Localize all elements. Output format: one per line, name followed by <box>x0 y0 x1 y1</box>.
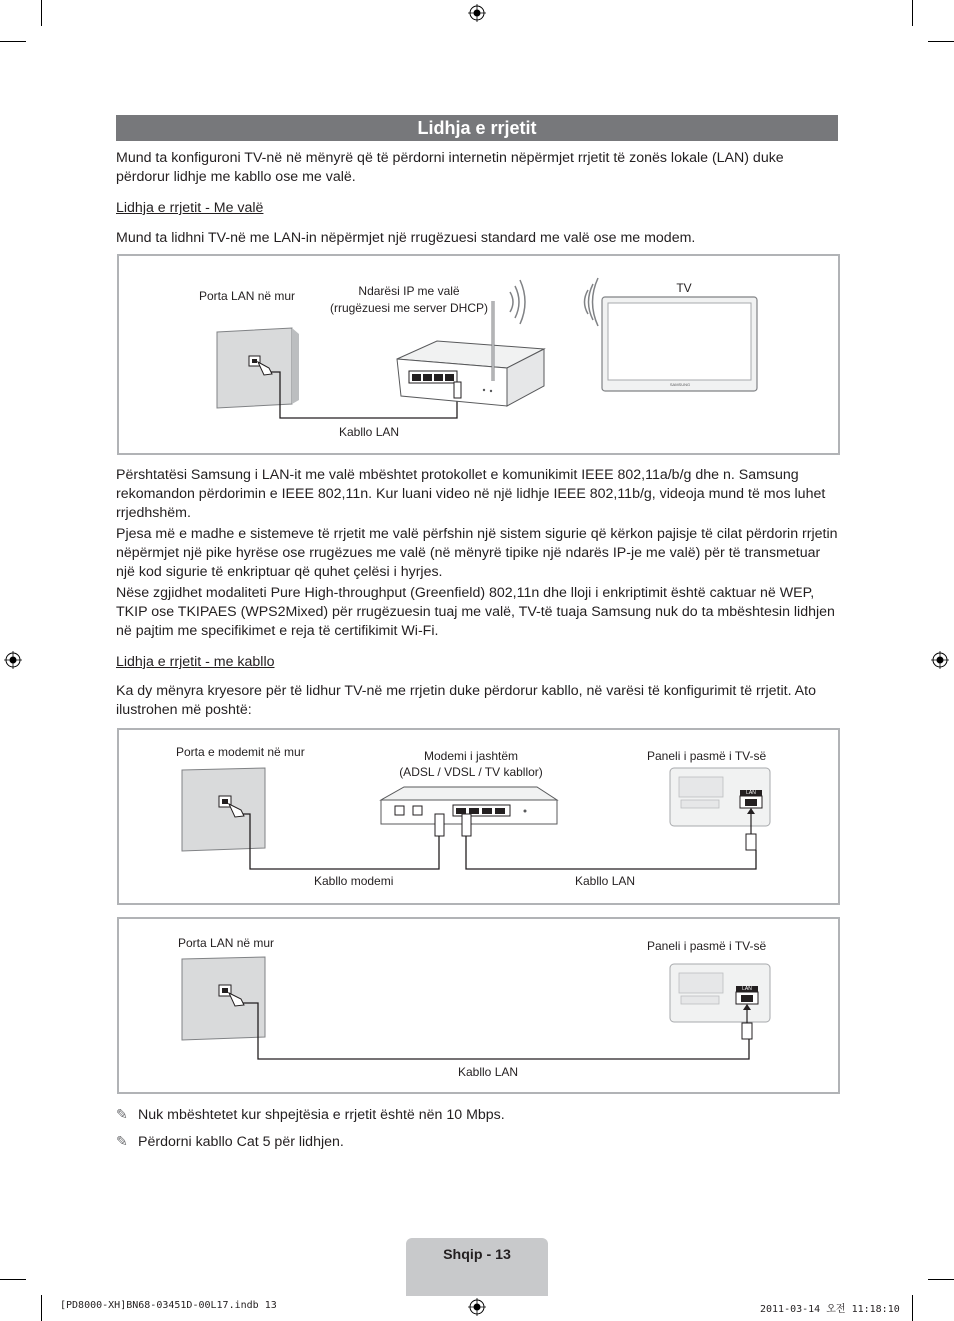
registration-mark-icon <box>4 651 22 669</box>
section-title: Lidhja e rrjetit <box>116 115 838 141</box>
page-number-tab: Shqip - 13 <box>406 1238 548 1296</box>
router-label-line1: Ndarësi IP me valë <box>358 284 460 298</box>
crop-mark <box>912 0 913 26</box>
crop-mark <box>0 41 26 42</box>
wireless-paragraph-3: Nëse zgjidhet modaliteti Pure High-throughput (Greenfield) 802,11n dhe lloji i enkriptimit është caktuar në WEP, TKIP ose TKIPAES (WPS2Mixed) për rrugëzuesin tuaj me valë, TV-të tuaja Samsung nuk do ta mbështesin lidhjen në pajtim me specifikimet e reja të certifikimit Wi-Fi. <box>116 585 835 639</box>
modem-label-line2: (ADSL / VDSL / TV kabllor) <box>399 765 543 779</box>
wired-modem-diagram <box>117 728 840 905</box>
registration-mark-icon <box>931 651 949 669</box>
lan-cable-label: Kabllo LAN <box>575 874 636 888</box>
intro-paragraph: Mund ta konfiguroni TV-në në mënyrë që të përdorni internetin nëpërmjet rrjetit të zonës lokale (LAN) duke përdorur lidhje me kabllo ose me valë. <box>116 150 784 185</box>
registration-mark-icon <box>468 4 486 22</box>
lan-wall-port-label: Porta LAN në mur <box>178 936 275 950</box>
wireless-paragraph-2: Pjesa më e madhe e sistemeve të rrjetit me valë përfshin një sistem sigurie që kërkon pajisje të cilat përdorin rrjetin nëpërmjet një pike hyrëse ose rrugëzues me valë (në mënyrë tipike një ndarës IP-je me valë) për të transmetuar një kod sigurie të enkriptuar që quhet çelësi i hyrjes. <box>116 526 838 580</box>
wireless-diagram <box>117 254 840 455</box>
wall-port-label: Porta LAN në mur <box>199 289 296 303</box>
print-slug-right: 2011-03-14 오전 11:18:10 <box>760 1304 900 1315</box>
modem-label-line1: Modemi i jashtëm <box>423 749 519 763</box>
crop-mark <box>0 1279 26 1280</box>
note-text: Nuk mbështetet kur shpejtësia e rrjetit është nën 10 Mbps. <box>138 1107 505 1123</box>
tv-brand-label: SAMSUNG <box>669 382 691 387</box>
print-slug-left: [PD8000-XH]BN68-03451D-00L17.indb 13 <box>60 1300 277 1311</box>
wired-description: Ka dy mënyra kryesore për të lidhur TV-në me rrjetin duke përdorur kabllo, në varësi të konfigurimit të rrjetit. Ato ilustrohen më poshtë: <box>116 683 816 718</box>
lan-jack-label: LAN <box>746 790 756 796</box>
note-text: Përdorni kabllo Cat 5 për lidhjen. <box>138 1134 344 1150</box>
modem-cable-label: Kabllo modemi <box>314 874 394 888</box>
wired-lan-diagram <box>117 917 840 1094</box>
tv-label: TV <box>676 281 692 295</box>
note-item <box>116 1106 505 1123</box>
wireless-paragraph-1: Përshtatësi Samsung i LAN-it me valë mbështet protokollet e komunikimit IEEE 802,11a/b/g dhe n. Samsung rekomandon përdorimin e IEEE 802,11n. Kur luani video në një lidhje IEEE 802,11b/g, videoja mund të mos luhet rrjedhshëm. <box>116 467 826 521</box>
modem-wall-port-label: Porta e modemit në mur <box>176 745 305 759</box>
registration-mark-icon <box>468 1298 486 1316</box>
lan-cable-label: Kabllo LAN <box>458 1065 519 1079</box>
crop-mark <box>928 1279 954 1280</box>
pencil-note-icon: ✎ <box>116 1106 128 1122</box>
lan-jack-label: LAN <box>742 986 752 992</box>
crop-mark <box>41 0 42 26</box>
crop-mark <box>928 41 954 42</box>
crop-mark <box>912 1295 913 1321</box>
wired-heading: Lidhja e rrjetit - me kabllo <box>116 654 275 670</box>
tv-back-panel-label: Paneli i pasmë i TV-së <box>647 939 767 953</box>
crop-mark <box>41 1295 42 1321</box>
wireless-heading: Lidhja e rrjetit - Me valë <box>116 200 264 216</box>
tv-back-panel-label: Paneli i pasmë i TV-së <box>647 749 767 763</box>
lan-cable-label: Kabllo LAN <box>339 425 400 439</box>
router-label-line2: (rrugëzuesi me server DHCP) <box>329 301 489 315</box>
pencil-note-icon: ✎ <box>116 1133 128 1149</box>
wireless-description: Mund ta lidhni TV-në me LAN-in nëpërmjet një rrugëzuesi standard me valë ose me modem. <box>116 230 696 246</box>
note-item <box>116 1133 344 1150</box>
